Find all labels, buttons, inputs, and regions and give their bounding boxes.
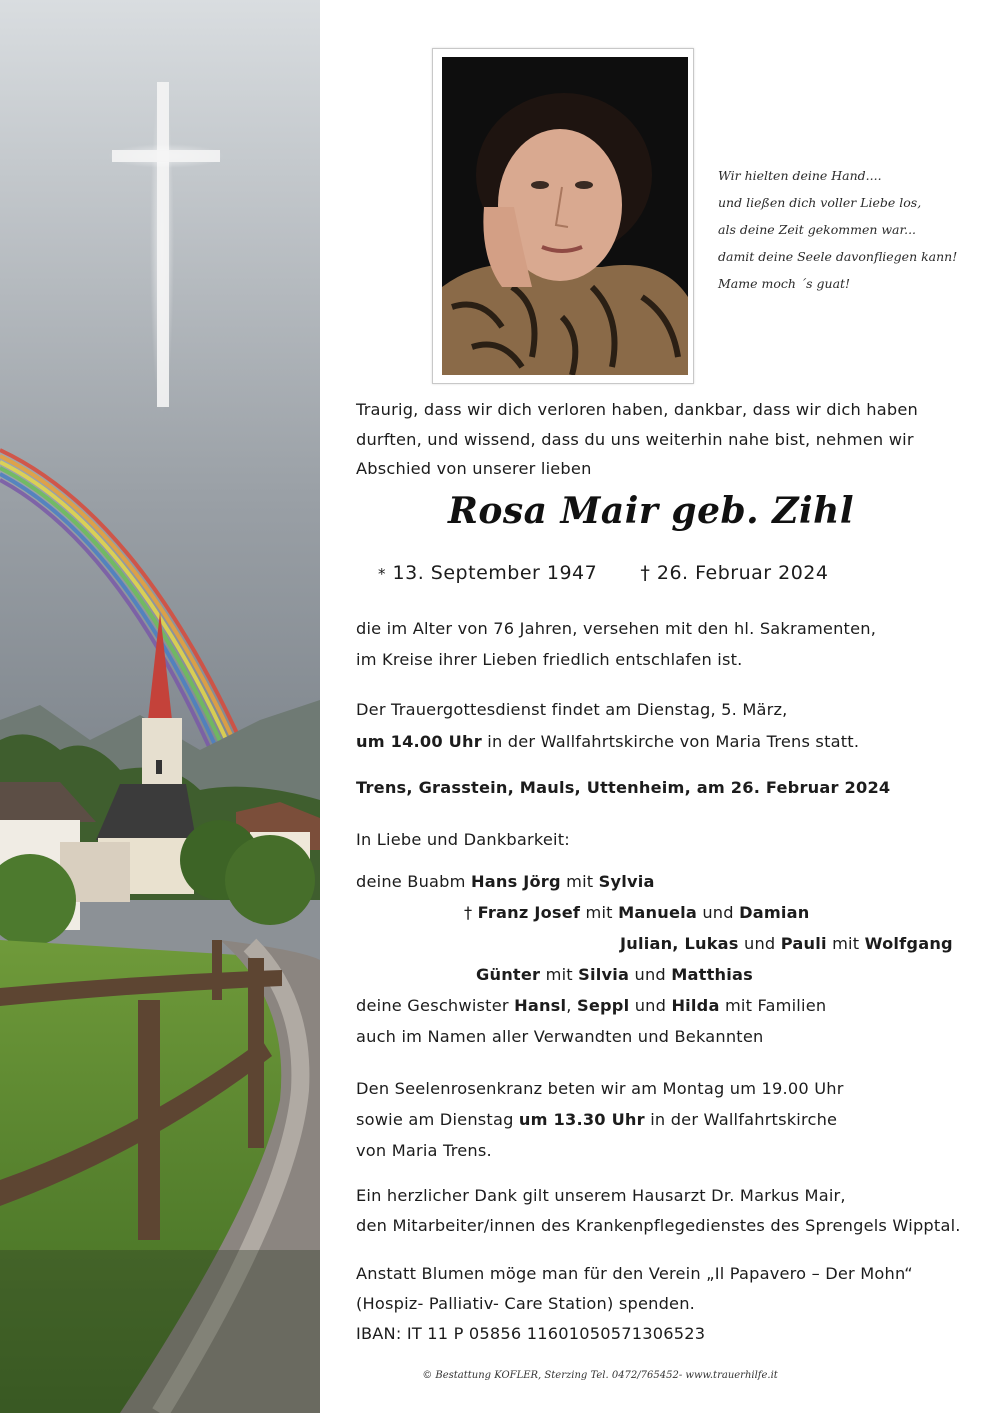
rosary-line: sowie am Dienstag um 13.30 Uhr in der Wallfahrtskirche bbox=[356, 1110, 838, 1129]
funeral-service-paragraph bbox=[356, 694, 976, 758]
thanks-paragraph bbox=[356, 1181, 976, 1241]
donation-paragraph bbox=[356, 1259, 976, 1349]
mourners-line: deine Geschwister Hansl, Seppl und Hilda mit Familien bbox=[356, 996, 827, 1015]
birth-date: 13. September 1947 bbox=[392, 562, 598, 584]
intro-line: Traurig, dass wir dich verloren haben, dankbar, dass wir dich haben bbox=[356, 400, 918, 419]
poem-line: Mame moch ´s guat! bbox=[718, 276, 851, 291]
service-time: um 14.00 Uhr bbox=[356, 732, 482, 751]
side-landscape-image bbox=[0, 0, 320, 1413]
place-date-line: Trens, Grasstein, Mauls, Uttenheim, am 26. Februar 2024 bbox=[356, 778, 891, 797]
footer-credit: © Bestattung KOFLER, Sterzing Tel. 0472/765452- www.trauerhilfe.it bbox=[422, 1370, 778, 1381]
intro-line: Abschied von unserer lieben bbox=[356, 459, 592, 478]
deceased-name: Rosa Mair geb. Zihl bbox=[447, 490, 855, 532]
passing-line: im Kreise ihrer Lieben friedlich entschlafen ist. bbox=[356, 650, 743, 669]
intro-line: durften, und wissend, dass du uns weiterhin nahe bist, nehmen wir bbox=[356, 429, 914, 449]
poem-line: als deine Zeit gekommen war... bbox=[718, 222, 917, 237]
mourners-line: † Franz Josef mit Manuela und Damian bbox=[464, 903, 810, 922]
thanks-line: den Mitarbeiter/innen des Krankenpflegedienstes des Sprengels Wipptal. bbox=[356, 1216, 961, 1235]
poem-line: Wir hielten deine Hand.... bbox=[718, 168, 882, 183]
thanks-line: Ein herzlicher Dank gilt unserem Hausarzt Dr. Markus Mair, bbox=[356, 1186, 846, 1205]
portrait-photo bbox=[432, 48, 694, 384]
dedication-line: In Liebe und Dankbarkeit: bbox=[356, 830, 570, 849]
landscape-illustration bbox=[0, 0, 320, 1413]
intro-paragraph bbox=[356, 395, 976, 484]
mourners-list bbox=[356, 866, 976, 1052]
death-date: 26. Februar 2024 bbox=[656, 562, 829, 584]
donation-line: (Hospiz- Palliativ- Care Station) spenden. bbox=[356, 1294, 696, 1313]
rosary-paragraph bbox=[356, 1073, 976, 1166]
birth-symbol: * bbox=[378, 565, 386, 583]
mourners-line: auch im Namen aller Verwandten und Bekannten bbox=[356, 1027, 764, 1046]
portrait-image bbox=[442, 57, 688, 375]
poem-line: und ließen dich voller Liebe los, bbox=[718, 195, 922, 210]
life-dates bbox=[378, 562, 828, 584]
iban-line: IBAN: IT 11 P 05856 11601050571306523 bbox=[356, 1324, 706, 1343]
service-line: Der Trauergottesdienst findet am Dienstag, 5. März, bbox=[356, 700, 788, 719]
passing-paragraph bbox=[356, 613, 976, 675]
mourners-line: Günter mit Silvia und Matthias bbox=[476, 965, 753, 984]
memorial-poem bbox=[718, 162, 980, 297]
rosary-time: um 13.30 Uhr bbox=[518, 1110, 645, 1129]
mourners-line: deine Buabm Hans Jörg mit Sylvia bbox=[356, 872, 655, 891]
passing-line: die im Alter von 76 Jahren, versehen mit den hl. Sakramenten, bbox=[356, 619, 877, 638]
rosary-line: von Maria Trens. bbox=[356, 1141, 492, 1160]
rosary-line: Den Seelenrosenkranz beten wir am Montag um 19.00 Uhr bbox=[356, 1079, 844, 1098]
donation-line: Anstatt Blumen möge man für den Verein „Il Papavero – Der Mohn“ bbox=[356, 1264, 913, 1283]
death-symbol: † bbox=[640, 562, 651, 584]
mourners-line: Julian, Lukas und Pauli mit Wolfgang bbox=[620, 934, 953, 953]
poem-line: damit deine Seele davonfliegen kann! bbox=[718, 249, 958, 264]
service-line: um 14.00 Uhr in der Wallfahrtskirche von Maria Trens statt. bbox=[356, 732, 860, 751]
